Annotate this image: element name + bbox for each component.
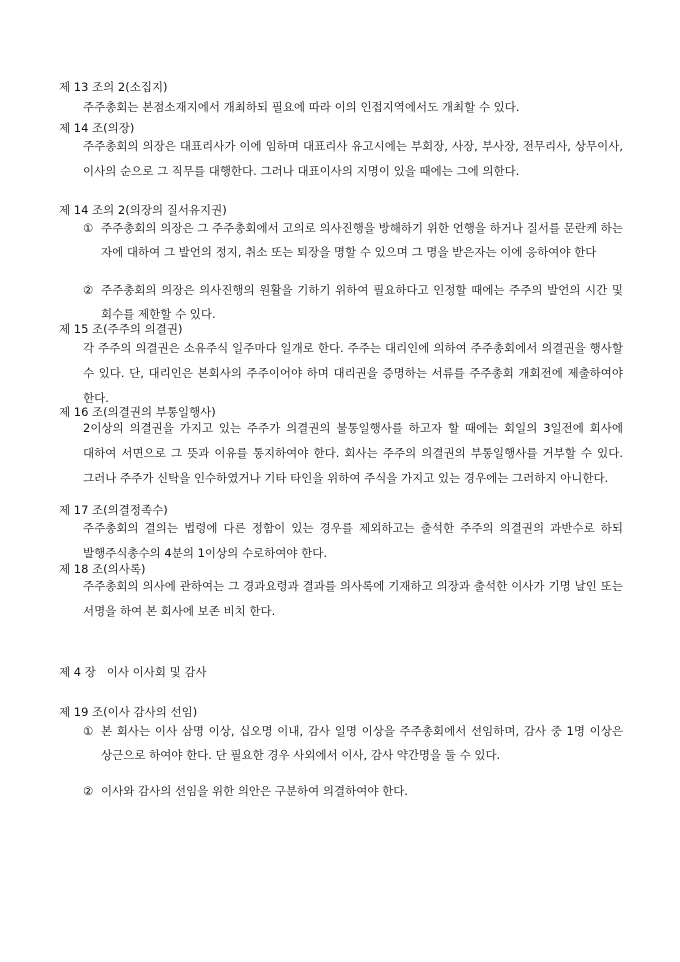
article-18-title: 제 18 조(의사록) [59,562,146,576]
article-14-body: 주주총회의 의장은 대표리사가 이에 임하며 대표리사 유고시에는 부회장, 사장, 부사장, 전무리사, 상무이사, 이사의 순으로 그 직무를 대행한다. 그러나 대표이사의 지명이 있을 때에는 그에 의한다. [83,139,623,178]
article-19-item-2 [83,779,623,803]
item-text: 주주총회의 의장은 그 주주총회에서 고의로 의사진행을 방해하기 위한 언행을 하거나 질서를 문란케 하는 자에 대하여 그 발언의 정지, 취소 또는 퇴장을 명할 수 있으며 그 명을 받은자는 이에 응하여야 한다 [101,221,623,259]
article-16-body: 2이상의 의결권을 가지고 있는 주주가 의결권의 불통일행사를 하고자 할 때에는 회일의 3일전에 회사에 대하여 서면으로 그 뜻과 이유를 통지하여야 한다. 회사는 주주의 의결권의 부통일행사를 거부할 수 있다. 그러나 주주가 신탁을 인수하였거나 기타 타인을 위하여 주식을 가지고 있는 경우에는 그러하지 아니한다. [83,421,623,485]
article-16-title: 제 16 조(의결권의 부통일행사) [59,405,216,419]
article-15-body: 각 주주의 의결권은 소유주식 일주마다 일개로 한다. 주주는 대리인에 의하여 주주총회에서 의결권을 행사할 수 있다. 단, 대리인은 본회사의 주주이어야 하며 대리권을 증명하는 서류를 주주총회 개회전에 제출하여야 한다. [83,341,623,405]
item-marker: ② [83,784,94,798]
article-17-body: 주주총회의 결의는 법령에 다른 정함이 있는 경우를 제외하고는 출석한 주주의 의결권의 과반수로 하되 발행주식총수의 4분의 1이상의 수로하여야 한다. [83,521,623,560]
article-19-title: 제 19 조(이사 감사의 선임) [59,705,198,719]
article-15-title: 제 15 조(주주의 의결권) [59,322,183,336]
article-13-2-body: 주주총회는 본점소재지에서 개최하되 필요에 따라 이의 인접지역에서도 개최할 수 있다. [83,100,520,114]
article-14-2-item-1 [83,216,623,264]
article-19-item-1 [83,719,623,767]
article-17-title: 제 17 조(의결정족수) [59,503,168,517]
article-18-body: 주주총회의 의사에 관하여는 그 경과요령과 결과를 의사록에 기재하고 의장과 출석한 이사가 기명 날인 또는 서명을 하여 본 회사에 보존 비치 한다. [83,579,623,618]
item-text: 본 회사는 이사 삼명 이상, 십오명 이내, 감사 일명 이상을 주주총회에서 선임하며, 감사 중 1명 이상은 상근으로 하여야 한다. 단 필요한 경우 사외에서 이사, 감사 약간명을 둘 수 있다. [101,724,623,762]
chapter-4-title: 제 4 장 이사 이사회 및 감사 [59,665,207,679]
article-14-2-title: 제 14 조의 2(의장의 질서유지권) [59,203,227,217]
item-text: 이사와 감사의 선임을 위한 의안은 구분하여 의결하여야 한다. [101,784,408,798]
item-marker: ② [83,283,94,297]
article-14-2-item-2 [83,278,623,326]
item-marker: ① [83,221,94,235]
item-text: 주주총회의 의장은 의사진행의 원활을 기하기 위하여 필요하다고 인정할 때에는 주주의 발언의 시간 및 회수를 제한할 수 있다. [101,283,623,321]
article-14-title: 제 14 조(의장) [59,121,135,135]
article-13-2-title: 제 13 조의 2(소집지) [59,80,168,94]
item-marker: ① [83,724,94,738]
